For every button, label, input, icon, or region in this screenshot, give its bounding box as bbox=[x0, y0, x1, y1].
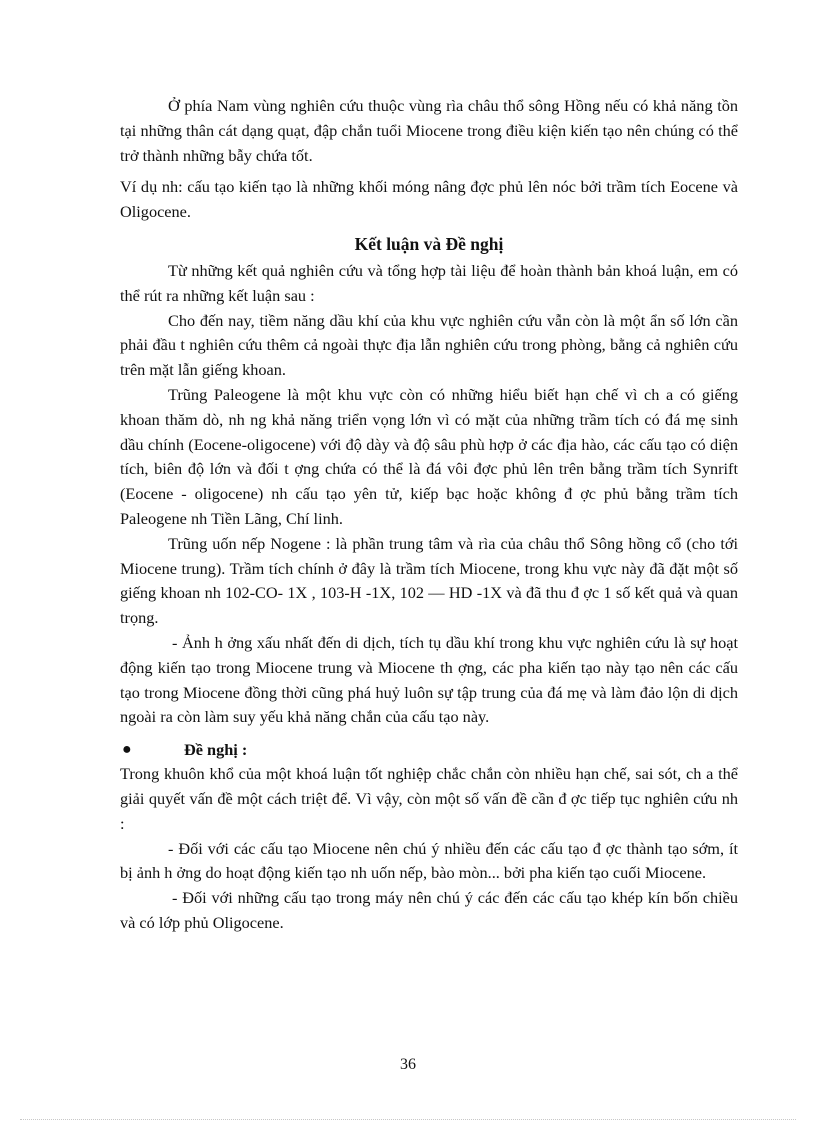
bottom-divider bbox=[20, 1119, 796, 1120]
conclusion-potential: Cho đến nay, tiềm năng dầu khí của khu vực nghiên cứu vẫn còn là một ẩn số lớn cần phải đầu t nghiên cứu thêm cả ngoài thực địa lẫn nghiên cứu trong phòng, bằng cả nghiên cứu trên mặt lẫn giếng khoan. bbox=[120, 310, 738, 380]
conclusion-intro: Từ những kết quả nghiên cứu và tổng hợp tài liệu để hoàn thành bản khoá luận, em có thể rút ra những kết luận sau : bbox=[120, 260, 738, 305]
paragraph-example: Ví dụ nh: cấu tạo kiến tạo là những khối móng nâng đợc phủ lên nóc bởi trầm tích Eocene và Oligocene. bbox=[120, 177, 738, 222]
recommendation-closed-structures: - Đối với những cấu tạo trong máy nên chú ý các đến các cấu tạo khép kín bốn chiều và có lớp phủ Oligocene. bbox=[120, 888, 738, 932]
recommendation-miocene: - Đối với các cấu tạo Miocene nên chú ý nhiều đến các cấu tạo đ ợc thành tạo sớm, ít bị ảnh h ởng do hoạt động kiến tạo nh uốn nếp, bào mòn... bởi pha kiến tạo cuối Miocene. bbox=[120, 838, 738, 883]
paragraph-southern-region: Ở phía Nam vùng nghiên cứu thuộc vùng rìa châu thổ sông Hồng nếu có khả năng tồn tại những thân cát dạng quạt, đập chắn tuổi Miocene trong điều kiện kiến tạo nên chúng có thể trở thành những bẫy chứa tốt. bbox=[120, 96, 738, 165]
conclusion-neogene: Trũng uốn nếp Nogene : là phần trung tâm và rìa của châu thổ Sông hồng cổ (cho tới Miocene trung). Trầm tích chính ở đây là trầm tích Miocene, trong khu vực này đã đặt một số giếng khoan nh 102-CO- 1X , 103-H -1X, 102 — HD -1X và đã thu đ ợc 1 số kết quả và quan trọng. bbox=[120, 533, 738, 628]
recommendation-intro: Trong khuôn khổ của một khoá luận tốt nghiệp chắc chắn còn nhiều hạn chế, sai sót, ch a thể giải quyết vấn đề một cách triệt để. Vì vậy, còn một số vấn đề cần đ ợc tiếp tục nghiên cứu nh : bbox=[120, 764, 738, 833]
page-number: 36 bbox=[400, 1056, 416, 1073]
section-heading-conclusions: Kết luận và Đề nghị bbox=[354, 233, 504, 254]
recommendation-title: Đề nghị : bbox=[184, 740, 248, 760]
conclusion-paleogene: Trũng Paleogene là một khu vực còn có những hiểu biết hạn chế vì ch a có giếng khoan thăm dò, nh ng khả năng triển vọng lớn vì có mặt của những trầm tích có đá mẹ sinh dầu chính (Eocene-oligocene) với độ dày và độ sâu phù hợp ở các địa hào, các cấu tạo có diện tích, biên độ lớn và đối t ợng chứa có thể là đá vôi đợc phủ lên trên bằng trầm tích Synrift (Eocene - oligocene) nh cấu tạo yên tử, kiếp bạc hoặc không đ ợc phủ bằng trầm tích Paleogene nh Tiền Lãng, Chí linh. bbox=[120, 384, 738, 528]
recommendation-heading bbox=[120, 738, 738, 762]
bullet-icon: ● bbox=[122, 741, 132, 759]
conclusion-tectonic-impact: - Ảnh h ởng xấu nhất đến di dịch, tích tụ dầu khí trong khu vực nghiên cứu là sự hoạt động kiến tạo trong Miocene trung và Miocene th ợng, các pha kiến tạo này tạo nên các cấu tạo trong Miocene đồng thời cũng phá huỷ luôn sự tập trung của đá mẹ và làm đảo lộn di dịch ngoài ra còn làm suy yếu khả năng chắn của cấu tạo này. bbox=[120, 632, 738, 727]
document-page bbox=[120, 94, 738, 936]
